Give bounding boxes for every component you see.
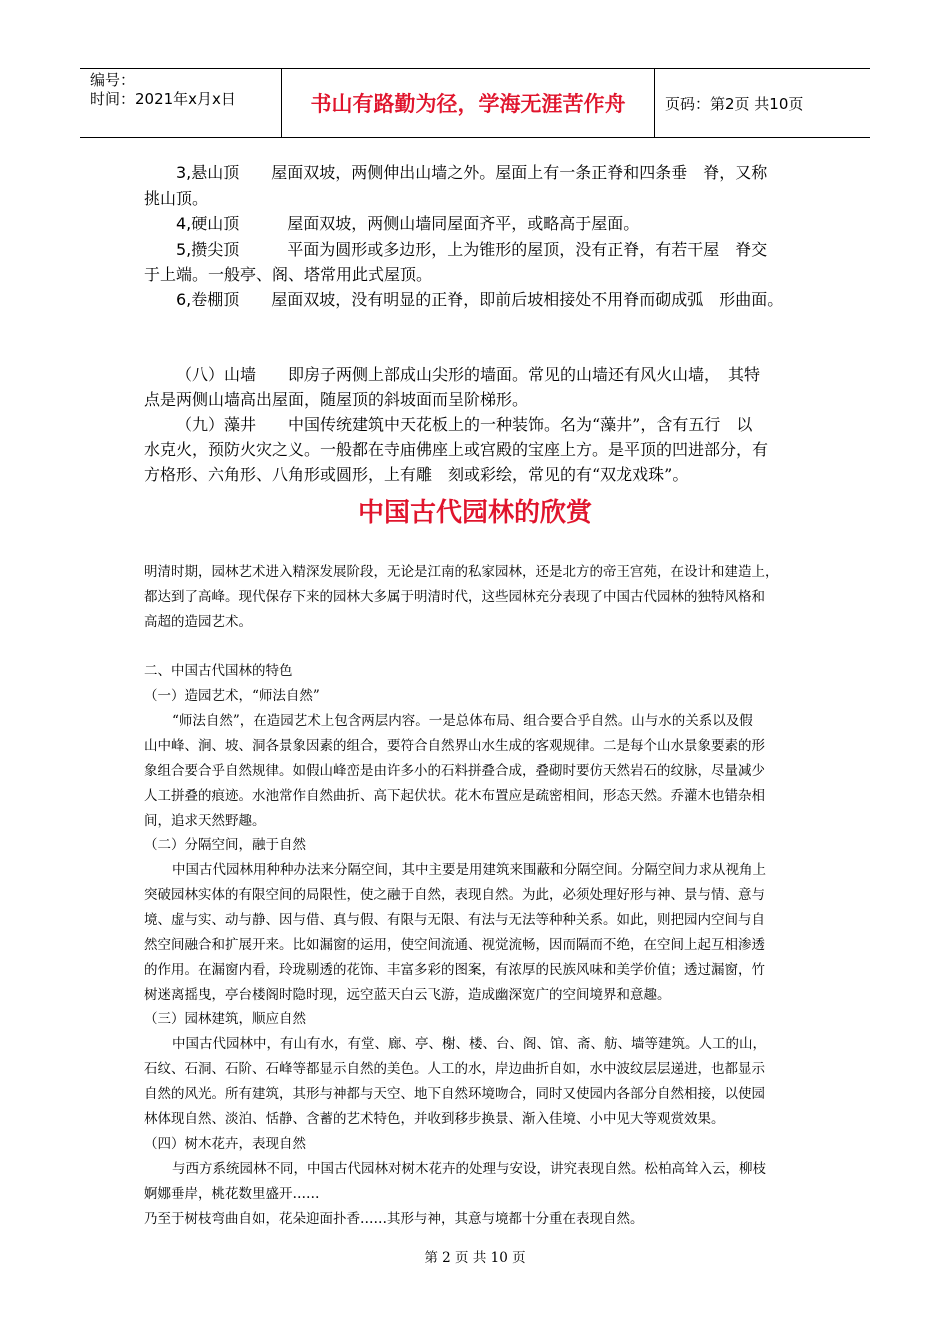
- para4-line: 与西方系统园林不同，中国古代园林对树木花卉的处理与安设，讲究表现自然。松柏高耸入云，柳枝: [172, 1161, 766, 1177]
- intro-line: 都达到了高峰。现代保存下来的园林大多属于明清时代，这些园林充分表现了中国古代园林的独特风格和: [144, 589, 765, 605]
- para2-line: 突破园林实体的有限空间的局限性，使之融于自然，表现自然。为此，必须处理好形与神、景与情、意与: [144, 887, 765, 903]
- item-8-line2: 点是两侧山墙高出屋面，随屋顶的斜坡面而呈阶梯形。: [144, 390, 529, 409]
- para3-line: 石纹、石洞、石阶、石峰等都显示自然的美色。人工的水，岸边曲折自如，水中波纹层层递进，也都显示: [144, 1061, 765, 1077]
- para1-line: “师法自然”，在造园艺术上包含两层内容。一是总体布局、组合要合乎自然。山与水的关系以及假: [172, 713, 753, 729]
- para1-line: 山中峰、涧、坡、洞各景象因素的组合，要符合自然界山水生成的客观规律。二是每个山水景象要素的形: [144, 738, 765, 754]
- roof-5-line1: 5,攒尖顶 平面为圆形或多边形，上为锥形的屋顶，没有正脊，有若干屋 脊交: [176, 240, 768, 259]
- intro-line: 高超的造园艺术。: [144, 614, 252, 630]
- subheading-1: （一）造园艺术，“师法自然”: [144, 688, 320, 704]
- para3-line: 林体现自然、淡泊、恬静、含蓄的艺术特色，并收到移步换景、渐入佳境、小中见大等观赏效果。: [144, 1111, 725, 1127]
- subheading-4: （四）树木花卉，表现自然: [144, 1136, 306, 1152]
- features-heading: 二、中国古代国林的特色: [144, 663, 293, 679]
- para1-line: 间，追求天然野趣。: [144, 813, 266, 829]
- roof-6-line1: 6,卷棚顶 屋面双坡，没有明显的正脊，即前后坡相接处不用脊而砌成弧 形曲面。: [176, 290, 784, 309]
- code-label: 编号：: [90, 71, 136, 89]
- para3-line: 中国古代园林中，有山有水，有堂、廊、亭、榭、楼、台、阁、馆、斋、舫、墙等建筑。人工的山，: [172, 1036, 766, 1052]
- para2-line: 然空间融合和扩展开来。比如漏窗的运用，使空间流通、视觉流畅，因而隔而不绝，在空间上起互相渗透: [144, 937, 765, 953]
- para1-line: 象组合要合乎自然规律。如假山峰峦是由许多小的石料拼叠合成，叠砌时要仿天然岩石的纹脉，尽量减少: [144, 763, 765, 779]
- subheading-3: （三）园林建筑，顺应自然: [144, 1011, 306, 1027]
- para2-line: 境、虚与实、动与静、因与借、真与假、有限与无限、有法与无法等种种关系。如此，则把园内空间与自: [144, 912, 765, 928]
- roof-3-line1: 3,悬山顶 屋面双坡，两侧伸出山墙之外。屋面上有一条正脊和四条垂 脊，又称: [176, 163, 768, 182]
- para1-line: 人工拼叠的痕迹。水池常作自然曲折、高下起伏状。花木布置应是疏密相间，形态天然。乔灌木也错杂相: [144, 788, 765, 804]
- date-label: 时间：2021年x月x日: [90, 90, 236, 108]
- intro-line: 明清时期，园林艺术进入精深发展阶段，无论是江南的私家园林，还是北方的帝王宫苑，在设计和建造上，: [144, 564, 779, 580]
- roof-5-line2: 于上端。一般亭、阁、塔常用此式屋顶。: [144, 265, 433, 284]
- subheading-2: （二）分隔空间，融于自然: [144, 837, 306, 853]
- para4-line: 婀娜垂岸，桃花数里盛开……: [144, 1186, 320, 1202]
- header-page-info: 页码：第2页 共10页: [665, 94, 804, 113]
- para3-line: 自然的风光。所有建筑，其形与神都与天空、地下自然环境吻合，同时又使园内各部分自然相接，以使园: [144, 1086, 765, 1102]
- page-header: [80, 68, 870, 138]
- section-title: 中国古代园林的欣赏: [357, 498, 592, 528]
- para2-line: 中国古代园林用种种办法来分隔空间，其中主要是用建筑来围蔽和分隔空间。分隔空间力求从视角上: [172, 862, 766, 878]
- para2-line: 树迷离摇曳，亭台楼阁时隐时现，远空蓝天白云飞游，造成幽深宽广的空间境界和意趣。: [144, 987, 671, 1003]
- item-9-line2: 水克火，预防火灾之义。一般都在寺庙佛座上或宫殿的宝座上方。是平顶的凹进部分，有: [144, 440, 769, 459]
- roof-3-line2: 挑山顶。: [144, 189, 209, 208]
- item-9-line1: （九）藻井 中国传统建筑中天花板上的一种装饰。名为“藻井”，含有五行 以: [176, 415, 753, 434]
- header-motto: 书山有路勤为径，学海无涯苦作舟: [282, 69, 655, 137]
- item-8-line1: （八）山墙 即房子两侧上部成山尖形的墙面。常见的山墙还有风火山墙， 其特: [176, 365, 761, 384]
- header-meta: [80, 69, 282, 137]
- para4-tail: 乃至于树枝弯曲自如，花朵迎面扑香……其形与神，其意与境都十分重在表现自然。: [144, 1211, 644, 1227]
- roof-4-line1: 4,硬山顶 屋面双坡，两侧山墙同屋面齐平，或略高于屋面。: [176, 214, 640, 233]
- para2-line: 的作用。在漏窗内看，玲珑剔透的花饰、丰富多彩的图案，有浓厚的民族风味和美学价值；透过漏窗，竹: [144, 962, 765, 978]
- page-footer: 第 2 页 共 10 页: [424, 1250, 526, 1266]
- item-9-line3: 方格形、六角形、八角形或圆形，上有雕 刻或彩绘，常见的有“双龙戏珠”。: [144, 465, 689, 484]
